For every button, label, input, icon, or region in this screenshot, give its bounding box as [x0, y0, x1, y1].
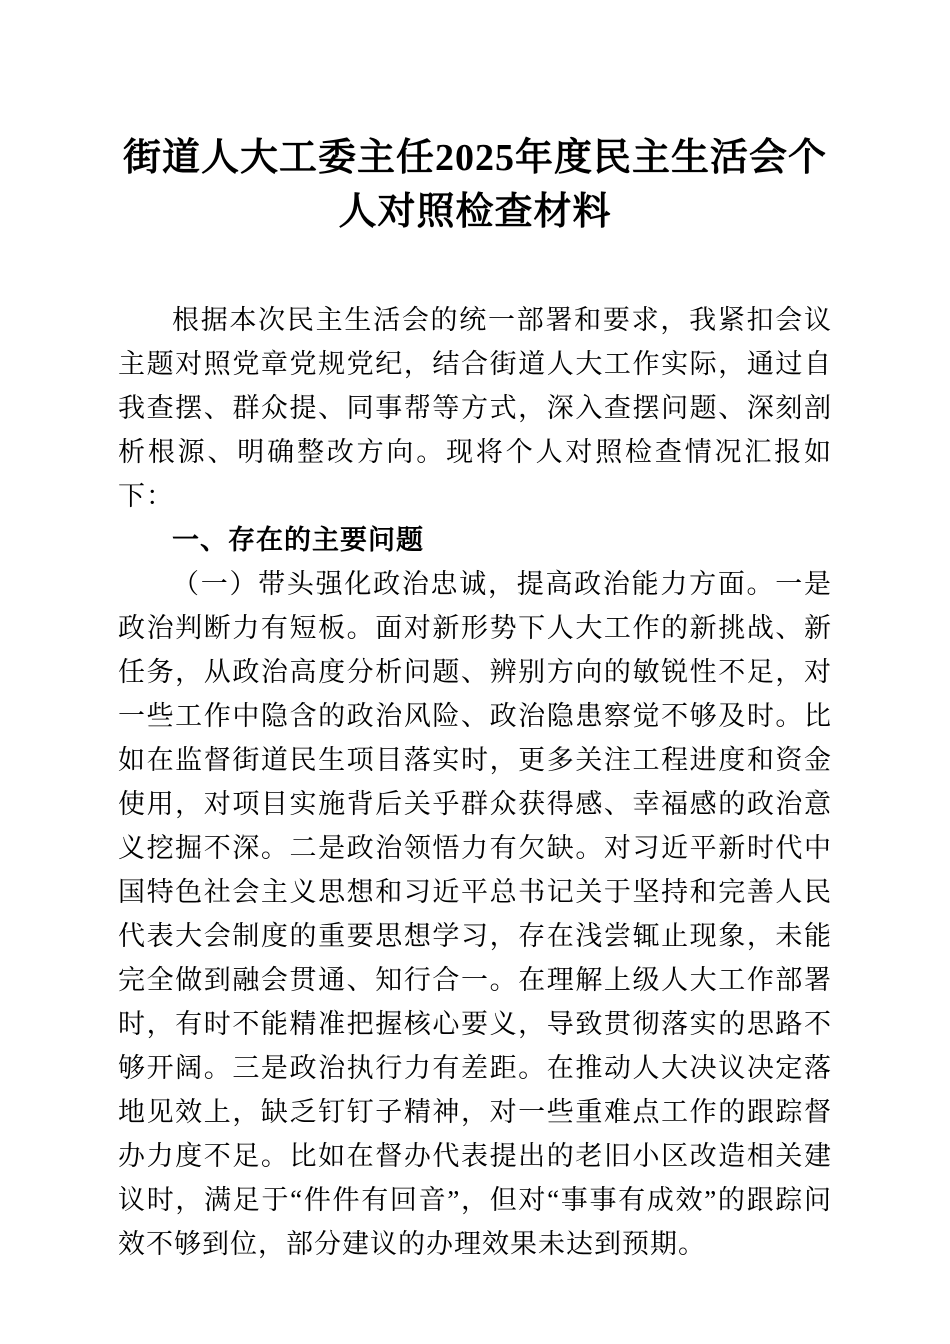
document-title: 街道人大工委主任2025年度民主生活会个人对照检查材料	[122, 137, 827, 233]
section-paragraph: （一）带头强化政治忠诚，提高政治能力方面。一是政治判断力有短板。面对新形势下人大工作的新挑战、新任务，从政治高度分析问题、辨别方向的敏锐性不足，对一些工作中隐含的政治风险、政治隐患察觉不够及时。比如在监督街道民生项目落实时，更多关注工程进度和资金使用，对项目实施背后关乎群众获得感、幸福感的政治意义挖掘不深。二是政治领悟力有欠缺。对习近平新时代中国特色社会主义思想和习近平总书记关于坚持和完善人民代表大会制度的重要思想学习，存在浅尝辄止现象，未能完全做到融会贯通、知行合一。在理解上级人大工作部署时，有时不能精准把握核心要义，导致贯彻落实的思路不够开阔。三是政治执行力有差距。在推动人大决议决定落地见效上，缺乏钉钉子精神，对一些重难点工作的跟踪督办力度不足。比如在督办代表提出的老旧小区改造相关建议时，满足于“件件有回音”，但对“事事有成效”的跟踪问效不够到位，部分建议的办理效果未达到预期。	[118, 568, 832, 1259]
section-heading: 一、存在的主要问题	[172, 524, 424, 555]
intro-paragraph: 根据本次民主生活会的统一部署和要求，我紧扣会议主题对照党章党规党纪，结合街道人大工作实际，通过自我查摆、群众提、同事帮等方式，深入查摆问题、深刻剖析根源、明确整改方向。现将个人对照检查情况汇报如下：	[118, 304, 832, 511]
